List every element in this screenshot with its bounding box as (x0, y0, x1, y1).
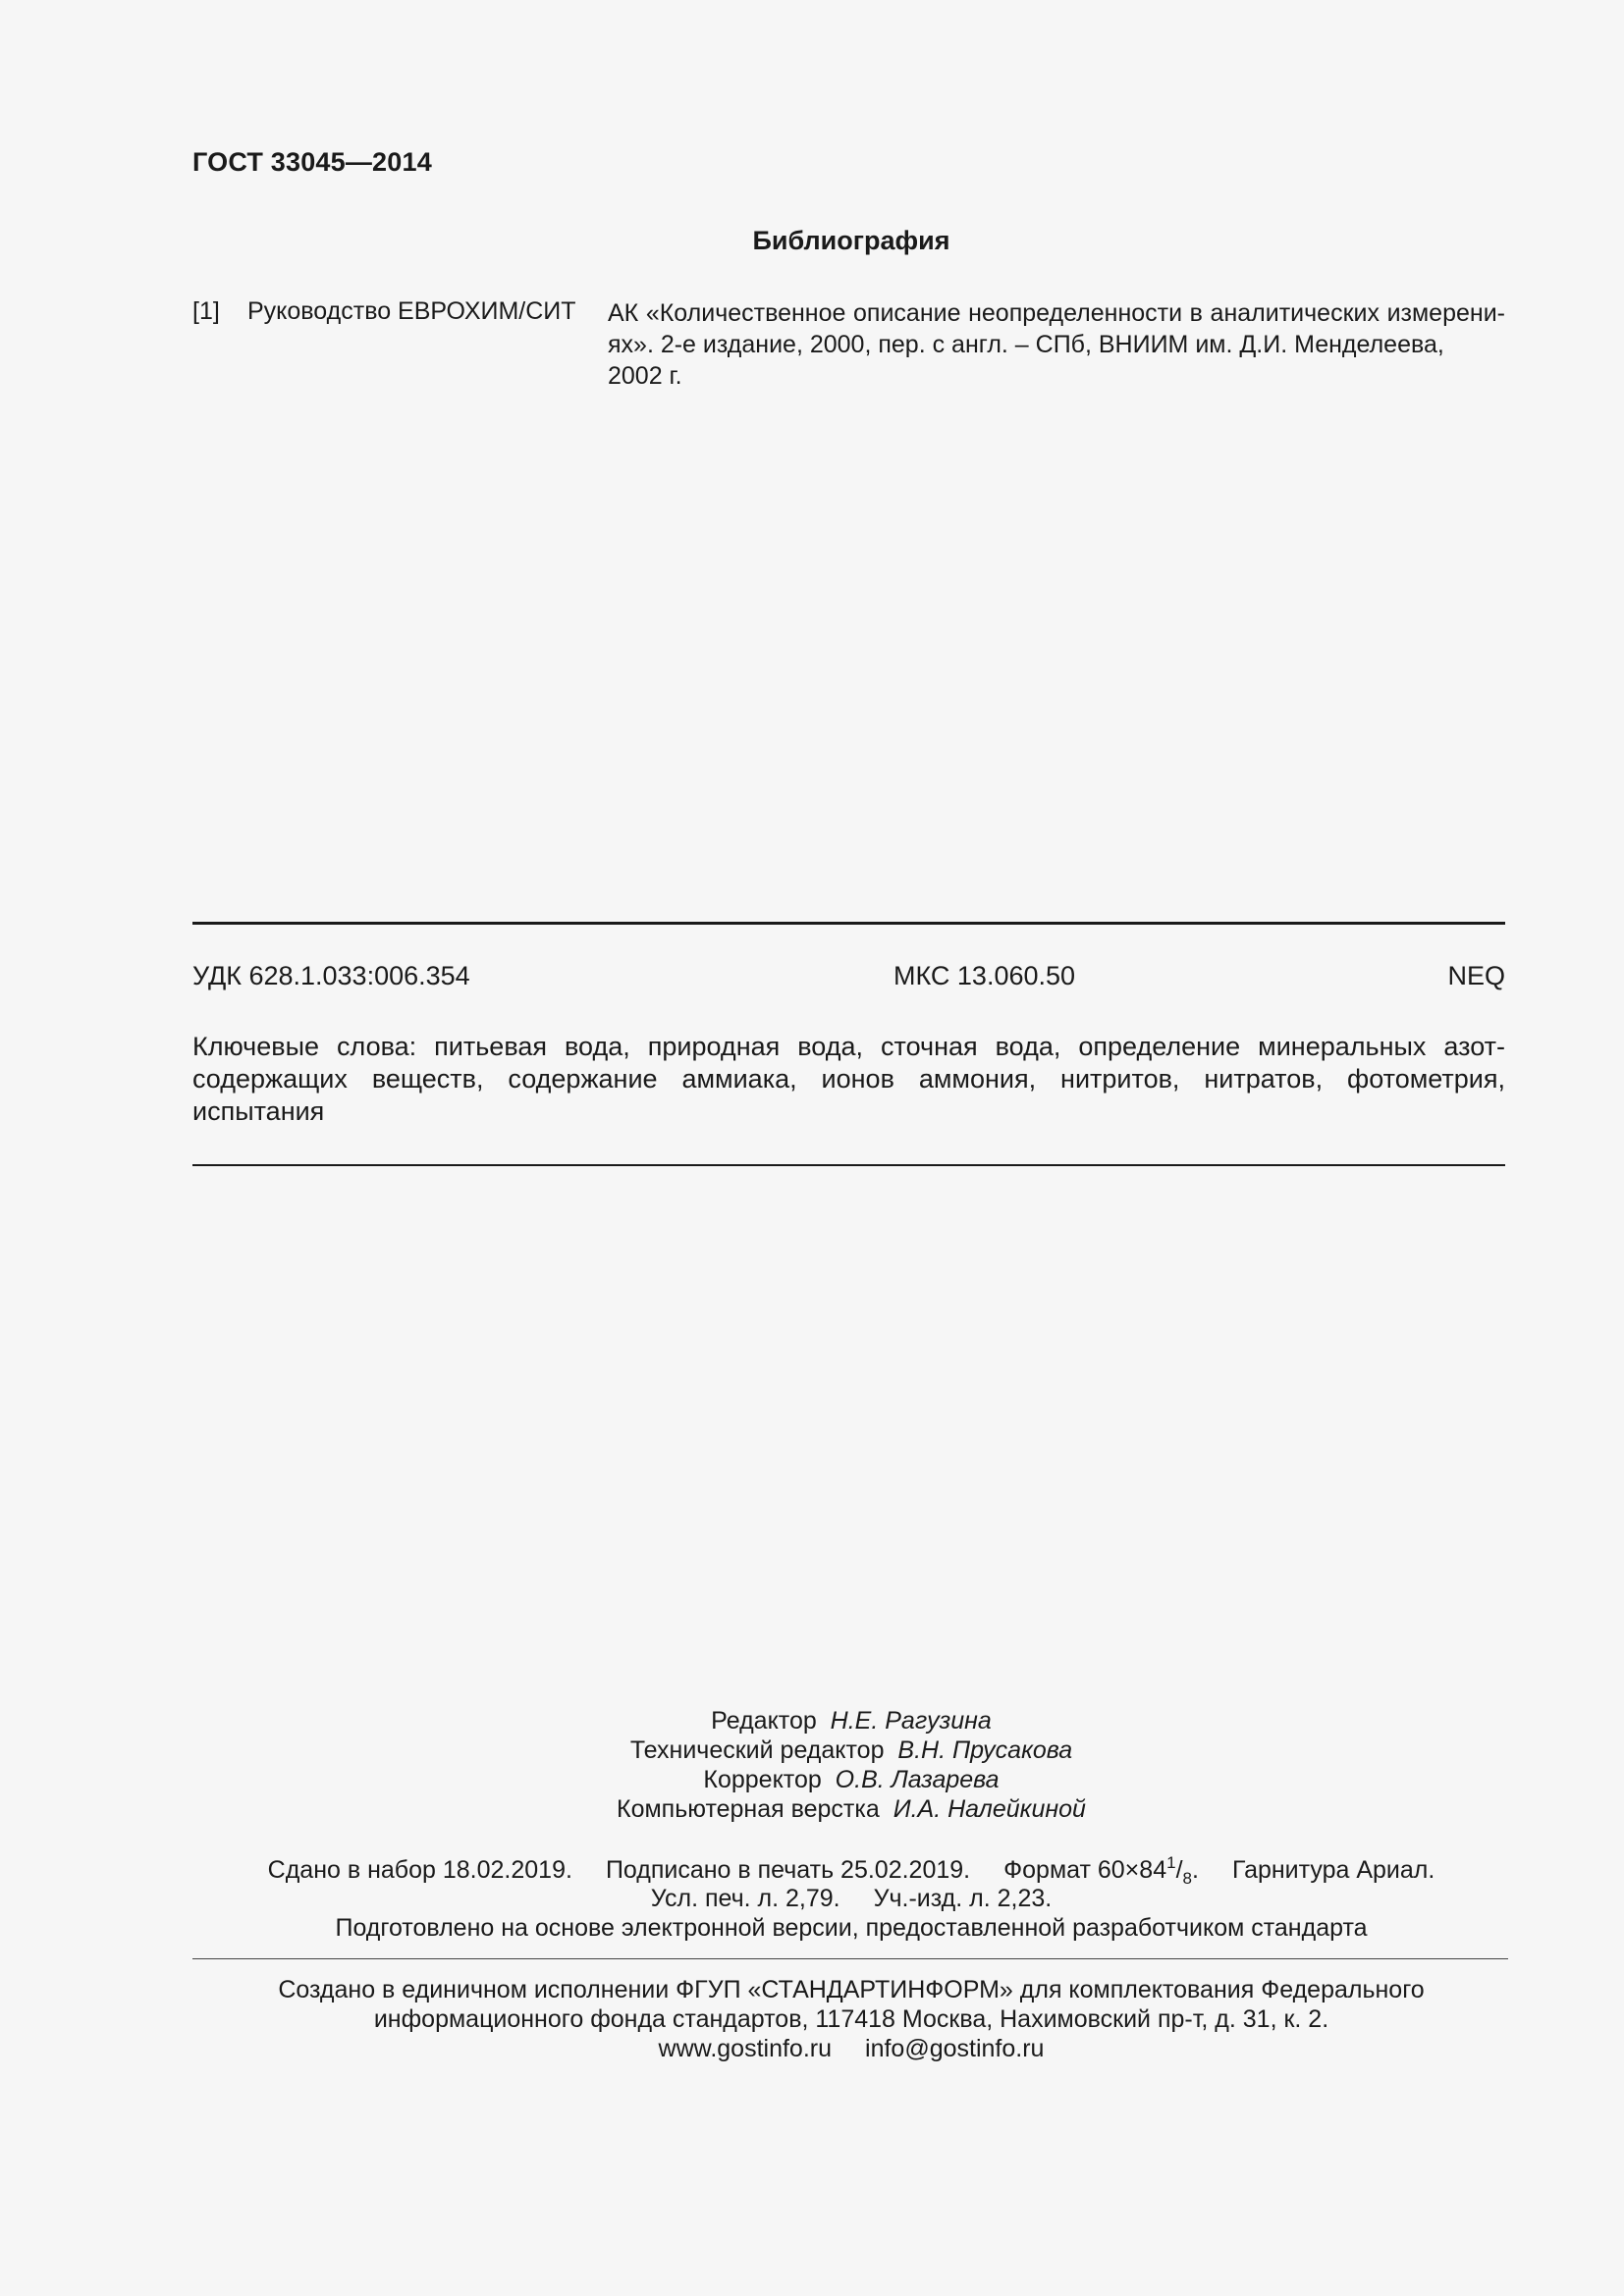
credit-corrector-name: О.В. Лазарева (835, 1766, 1000, 1793)
print-info-line-1 (0, 1853, 1624, 1889)
credit-editor-label: Редактор (711, 1707, 817, 1735)
credit-layout-label: Компьютерная верстка (617, 1795, 880, 1823)
credit-editor-name: Н.Е. Рагузина (830, 1707, 992, 1735)
signed-date: Подписано в печать 25.02.2019. (605, 1856, 971, 1884)
divider-top (192, 922, 1505, 925)
credit-layout-name: И.А. Налейкиной (893, 1795, 1086, 1823)
created-line-1: Создано в единичном исполнении ФГУП «СТАНДАРТИНФОРМ» для комплектования Федерального (278, 1976, 1425, 2003)
reference-text-line-1: АК «Количественное описание неопределенности в аналитических измерени- (608, 299, 1505, 327)
format-prefix: Формат 60×84 (1003, 1856, 1167, 1884)
divider-bottom (192, 1958, 1508, 1959)
contacts (0, 2034, 1624, 2063)
document-code: ГОСТ 33045—2014 (192, 147, 432, 177)
credit-tech-editor (0, 1735, 1624, 1765)
email-link[interactable]: info@gostinfo.ru (865, 2035, 1045, 2062)
reference-text-line-2: ях». 2-е издание, 2000, пер. с англ. – СПб, ВНИИМ им. Д.И. Менделеева, 2002 г. (608, 331, 1444, 390)
credits-block (0, 1706, 1624, 1824)
format-sup: 1 (1166, 1853, 1176, 1872)
created-line-2: информационного фонда стандартов, 117418 Москва, Нахимовский пр-т, д. 31, к. 2. (373, 2005, 1329, 2033)
print-sheets: Усл. печ. л. 2,79. (650, 1885, 840, 1912)
print-info-line-2 (0, 1885, 1624, 1913)
prepared-note: Подготовлено на основе электронной версии, предоставленной разработчиком стандарта (335, 1914, 1368, 1942)
credit-editor (0, 1706, 1624, 1735)
credit-tech-editor-label: Технический редактор (629, 1736, 885, 1764)
reference-source: Руководство ЕВРОХИМ/СИТ (247, 297, 576, 325)
submitted-date: Сдано в набор 18.02.2019. (267, 1856, 572, 1884)
neq-label: NEQ (1447, 961, 1505, 990)
format-slash: / (1175, 1856, 1183, 1884)
typeface-info: Гарнитура Ариал. (1231, 1856, 1435, 1884)
format-info (1003, 1853, 1199, 1888)
bibliography-title: Библиография (752, 226, 950, 255)
website-link[interactable]: www.gostinfo.ru (658, 2035, 833, 2062)
credit-tech-editor-name: В.Н. Прусакова (897, 1736, 1073, 1764)
credit-corrector-label: Корректор (703, 1766, 822, 1793)
reference-number: [1] (192, 297, 220, 325)
pub-sheets: Уч.-изд. л. 2,23. (873, 1885, 1053, 1912)
format-suffix: . (1191, 1856, 1199, 1884)
credit-layout (0, 1794, 1624, 1824)
divider-middle (192, 1164, 1505, 1166)
format-sub: 8 (1182, 1869, 1192, 1888)
created-block (0, 1975, 1624, 2063)
keywords-paragraph: Ключевые слова: питьевая вода, природная вода, сточная вода, определение минеральных азот-содержащих веществ, содержание аммиака, ионов аммония, нитритов, нитратов, фотометрия, испытания (192, 1032, 1505, 1126)
credit-corrector (0, 1765, 1624, 1794)
mks-code: МКС 13.060.50 (893, 961, 1076, 990)
udk-code: УДК 628.1.033:006.354 (192, 961, 470, 990)
